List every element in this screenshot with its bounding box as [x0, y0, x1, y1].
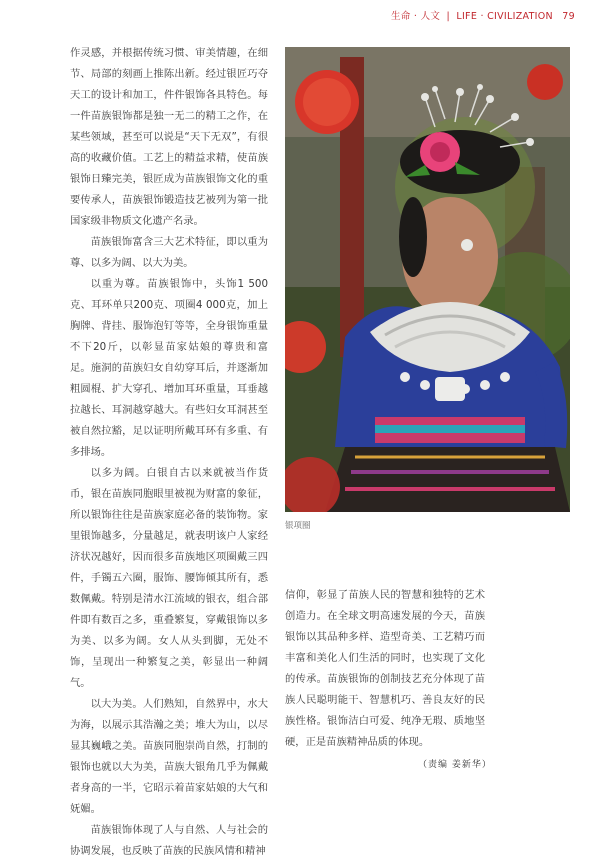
paragraph: 作灵感，并根据传统习惯、审美情趣，在细节、局部的刻画上推陈出新。经过银匠巧夺天工的设计和加工，件件银饰各具特色。每一件苗族银饰都是独一无二的精工之作，在某些领域，甚至可以说是“天下无双”，有很高的收藏价值。工艺上的精益求精，使苗族银饰日臻完美，银匠成为苗族银饰文化的重要传承人，苗族银饰锻造技艺被列为第一批国家级非物质文化遗产名录。: [70, 47, 268, 227]
running-header: [391, 8, 575, 22]
section-title-en: LIFE · CIVILIZATION: [456, 11, 553, 22]
paragraph: 以重为尊。苗族银饰中，头饰1 500克、耳环单只200克、项圈4 000克，加上胸牌、背挂、服饰泡钉等等，全身银饰重量不下20斤，以彰显苗家姑娘的尊贵和富足。施洞的苗族妇女自幼穿耳后，并逐渐加粗圆棍、扩大穿孔、增加耳环重量，耳垂越拉越长、耳洞越穿越大。有些妇女耳洞甚至被自然拉豁，足以证明所戴耳环有多重、有多排场。: [70, 278, 268, 458]
section-title-cn: 生命 · 人文: [391, 11, 441, 22]
editor-credit: （责编 姜新华）: [418, 760, 492, 770]
left-text-column: [70, 43, 268, 862]
miao-woman-silver-necklace-photo: [285, 47, 570, 512]
paragraph: 信仰，彰显了苗族人民的智慧和独特的艺术创造力。在全球文明高速发展的今天，苗族银饰以其品种多样、造型奇美、工艺精巧而丰富和美化人们生活的同时，也实现了文化的传承。苗族银饰的创制技艺充分体现了苗族人民聪明能干、智慧机巧、善良友好的民族性格。银饰洁白可爱、纯净无瑕、质地坚硬，正是苗族精神品质的体现。: [285, 589, 485, 748]
figure-caption: 银项圈: [285, 521, 311, 531]
right-text-column: [285, 585, 485, 753]
page-number: 79: [562, 11, 575, 22]
paragraph: 苗族银饰体现了人与自然、人与社会的协调发展，也反映了苗族的民族风情和精神: [70, 824, 268, 857]
paragraph: 以多为阔。白银自古以来就被当作货币，银在苗族同胞眼里被视为财富的象征，所以银饰往往是苗族家庭必备的装饰物。家里银饰越多，分量越足，就表明该户人家经济状况越好，因而很多苗族地区项圈戴三四件，手镯五六圈，服饰、腰饰倾其所有，悉数佩戴。特别是清水江流域的银衣，组合部件即有数百之多，重叠繁复，穿戴银饰以多为美、以多为阔。女人从头到脚，无处不饰，呈现出一种繁复之美，彰显出一种阔气。: [70, 467, 268, 689]
paragraph: 苗族银饰富含三大艺术特征，即以重为尊、以多为阔、以大为美。: [70, 236, 268, 269]
paragraph: 以大为美。人们熟知，自然界中，水大为海，以展示其浩瀚之美；堆大为山，以尽显其巍峨之美。苗族同胞崇尚自然，打制的银饰也就以大为美，苗族大银角几乎为佩戴者身高的一半，它昭示着苗家姑娘的大气和妩媚。: [70, 698, 268, 815]
photo-illustration: [285, 47, 570, 512]
header-divider: |: [446, 11, 451, 22]
